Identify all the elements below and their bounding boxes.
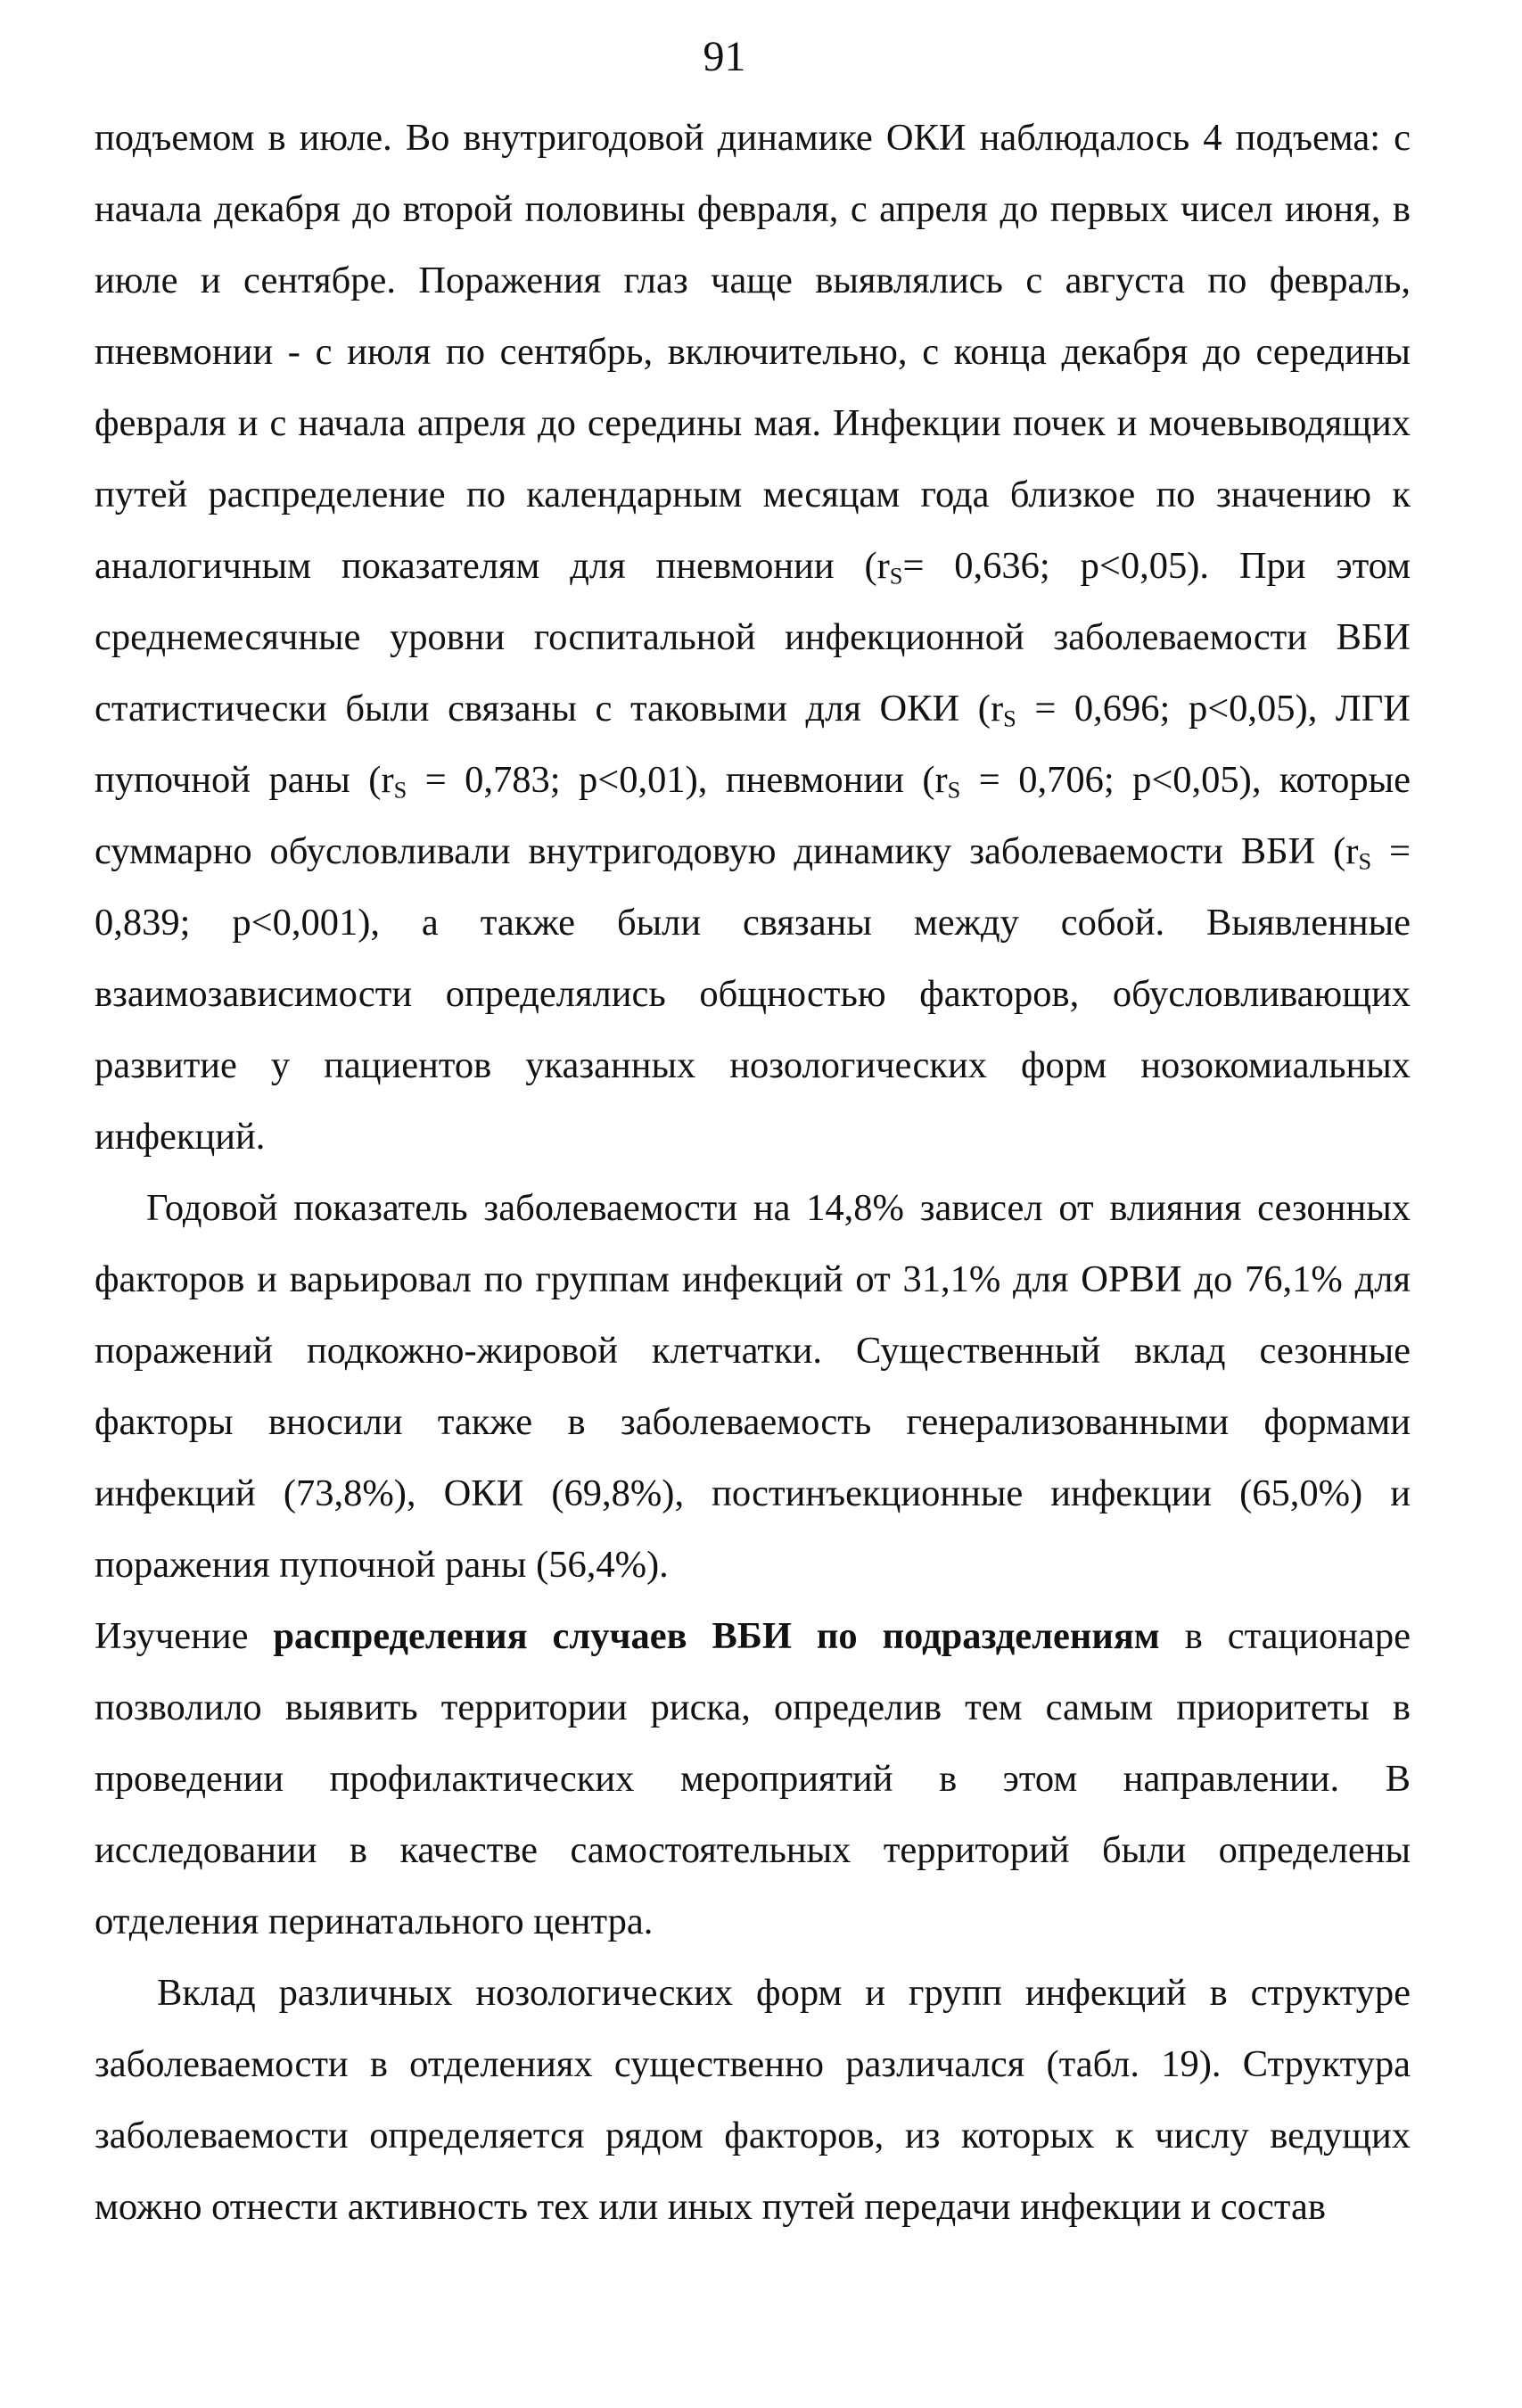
text-run: Изучение: [95, 1615, 274, 1657]
subscript: S: [947, 777, 961, 804]
text-run: = 0,839; p<0,001), а также были связаны между собой. Выявленные взаимозависимости определялись общностью факторов, обусловливающих развитие у пациентов указанных нозологических форм нозокомиальных инфекций.: [95, 830, 1411, 1158]
paragraph: [95, 1601, 1411, 1958]
subscript: S: [889, 563, 903, 590]
subscript: S: [1358, 848, 1372, 875]
text-run: Вклад различных нозологических форм и групп инфекций в структуре заболеваемости в отделениях существенно различался (табл. 19). Структура заболеваемости определяется рядом факторов, из которых к числу ведущих можно отнести активность тех или иных путей передачи инфекции и состав: [95, 1972, 1411, 2228]
subscript: S: [393, 777, 407, 804]
text-run: = 0,696; p<0,05), ЛГИ пупочной раны (r: [95, 688, 1411, 801]
text-run: Годовой показатель заболеваемости на 14,8% зависел от влияния сезонных факторов и варьировал по группам инфекций от 31,1% для ОРВИ до 76,1% для поражений подкожно-жировой клетчатки. Существенный вклад сезонные факторы вносили также в заболеваемость генерализованными формами инфекций (73,8%), ОКИ (69,8%), постинъекционные инфекции (65,0%) и поражения пупочной раны (56,4%).: [95, 1187, 1411, 1586]
text-run: = 0,636; p<0,05). При этом среднемесячные уровни госпитальной инфекционной заболеваемости ВБИ статистически были связаны с таковыми для ОКИ (r: [95, 545, 1411, 730]
page-number: 91: [703, 33, 746, 80]
text-run: подъемом в июле. Во внутригодовой динамике ОКИ наблюдалось 4 подъема: с начала декабря до второй половины февраля, с апреля до первых чисел июня, в июле и сентябре. Поражения глаз чаще выявлялись с августа по февраль, пневмонии - с июля по сентябрь, включительно, с конца декабря до середины февраля и с начала апреля до середины мая. Инфекции почек и мочевыводящих путей распределение по календарным месяцам года близкое по значению к аналогичным показателям для пневмонии (r: [95, 117, 1411, 587]
paragraph: [95, 1173, 1411, 1601]
paragraph: [95, 1958, 1411, 2243]
body-text: [95, 103, 1411, 2243]
text-run: = 0,783; p<0,01), пневмонии (r: [407, 759, 948, 801]
bold-text-run: распределения случаев ВБИ по подразделениям: [273, 1615, 1160, 1657]
subscript: S: [1003, 705, 1016, 732]
text-run: в стационаре позволило выявить территории риска, определив тем самым приоритеты в проведении профилактических мероприятий в этом направлении. В исследовании в качестве самостоятельных территорий были определены отделения перинатального центра.: [95, 1615, 1411, 1942]
paragraph: [95, 103, 1411, 1173]
text-run: = 0,706; p<0,05), которые суммарно обусловливали внутригодовую динамику заболеваемости ВБИ (r: [95, 759, 1411, 872]
